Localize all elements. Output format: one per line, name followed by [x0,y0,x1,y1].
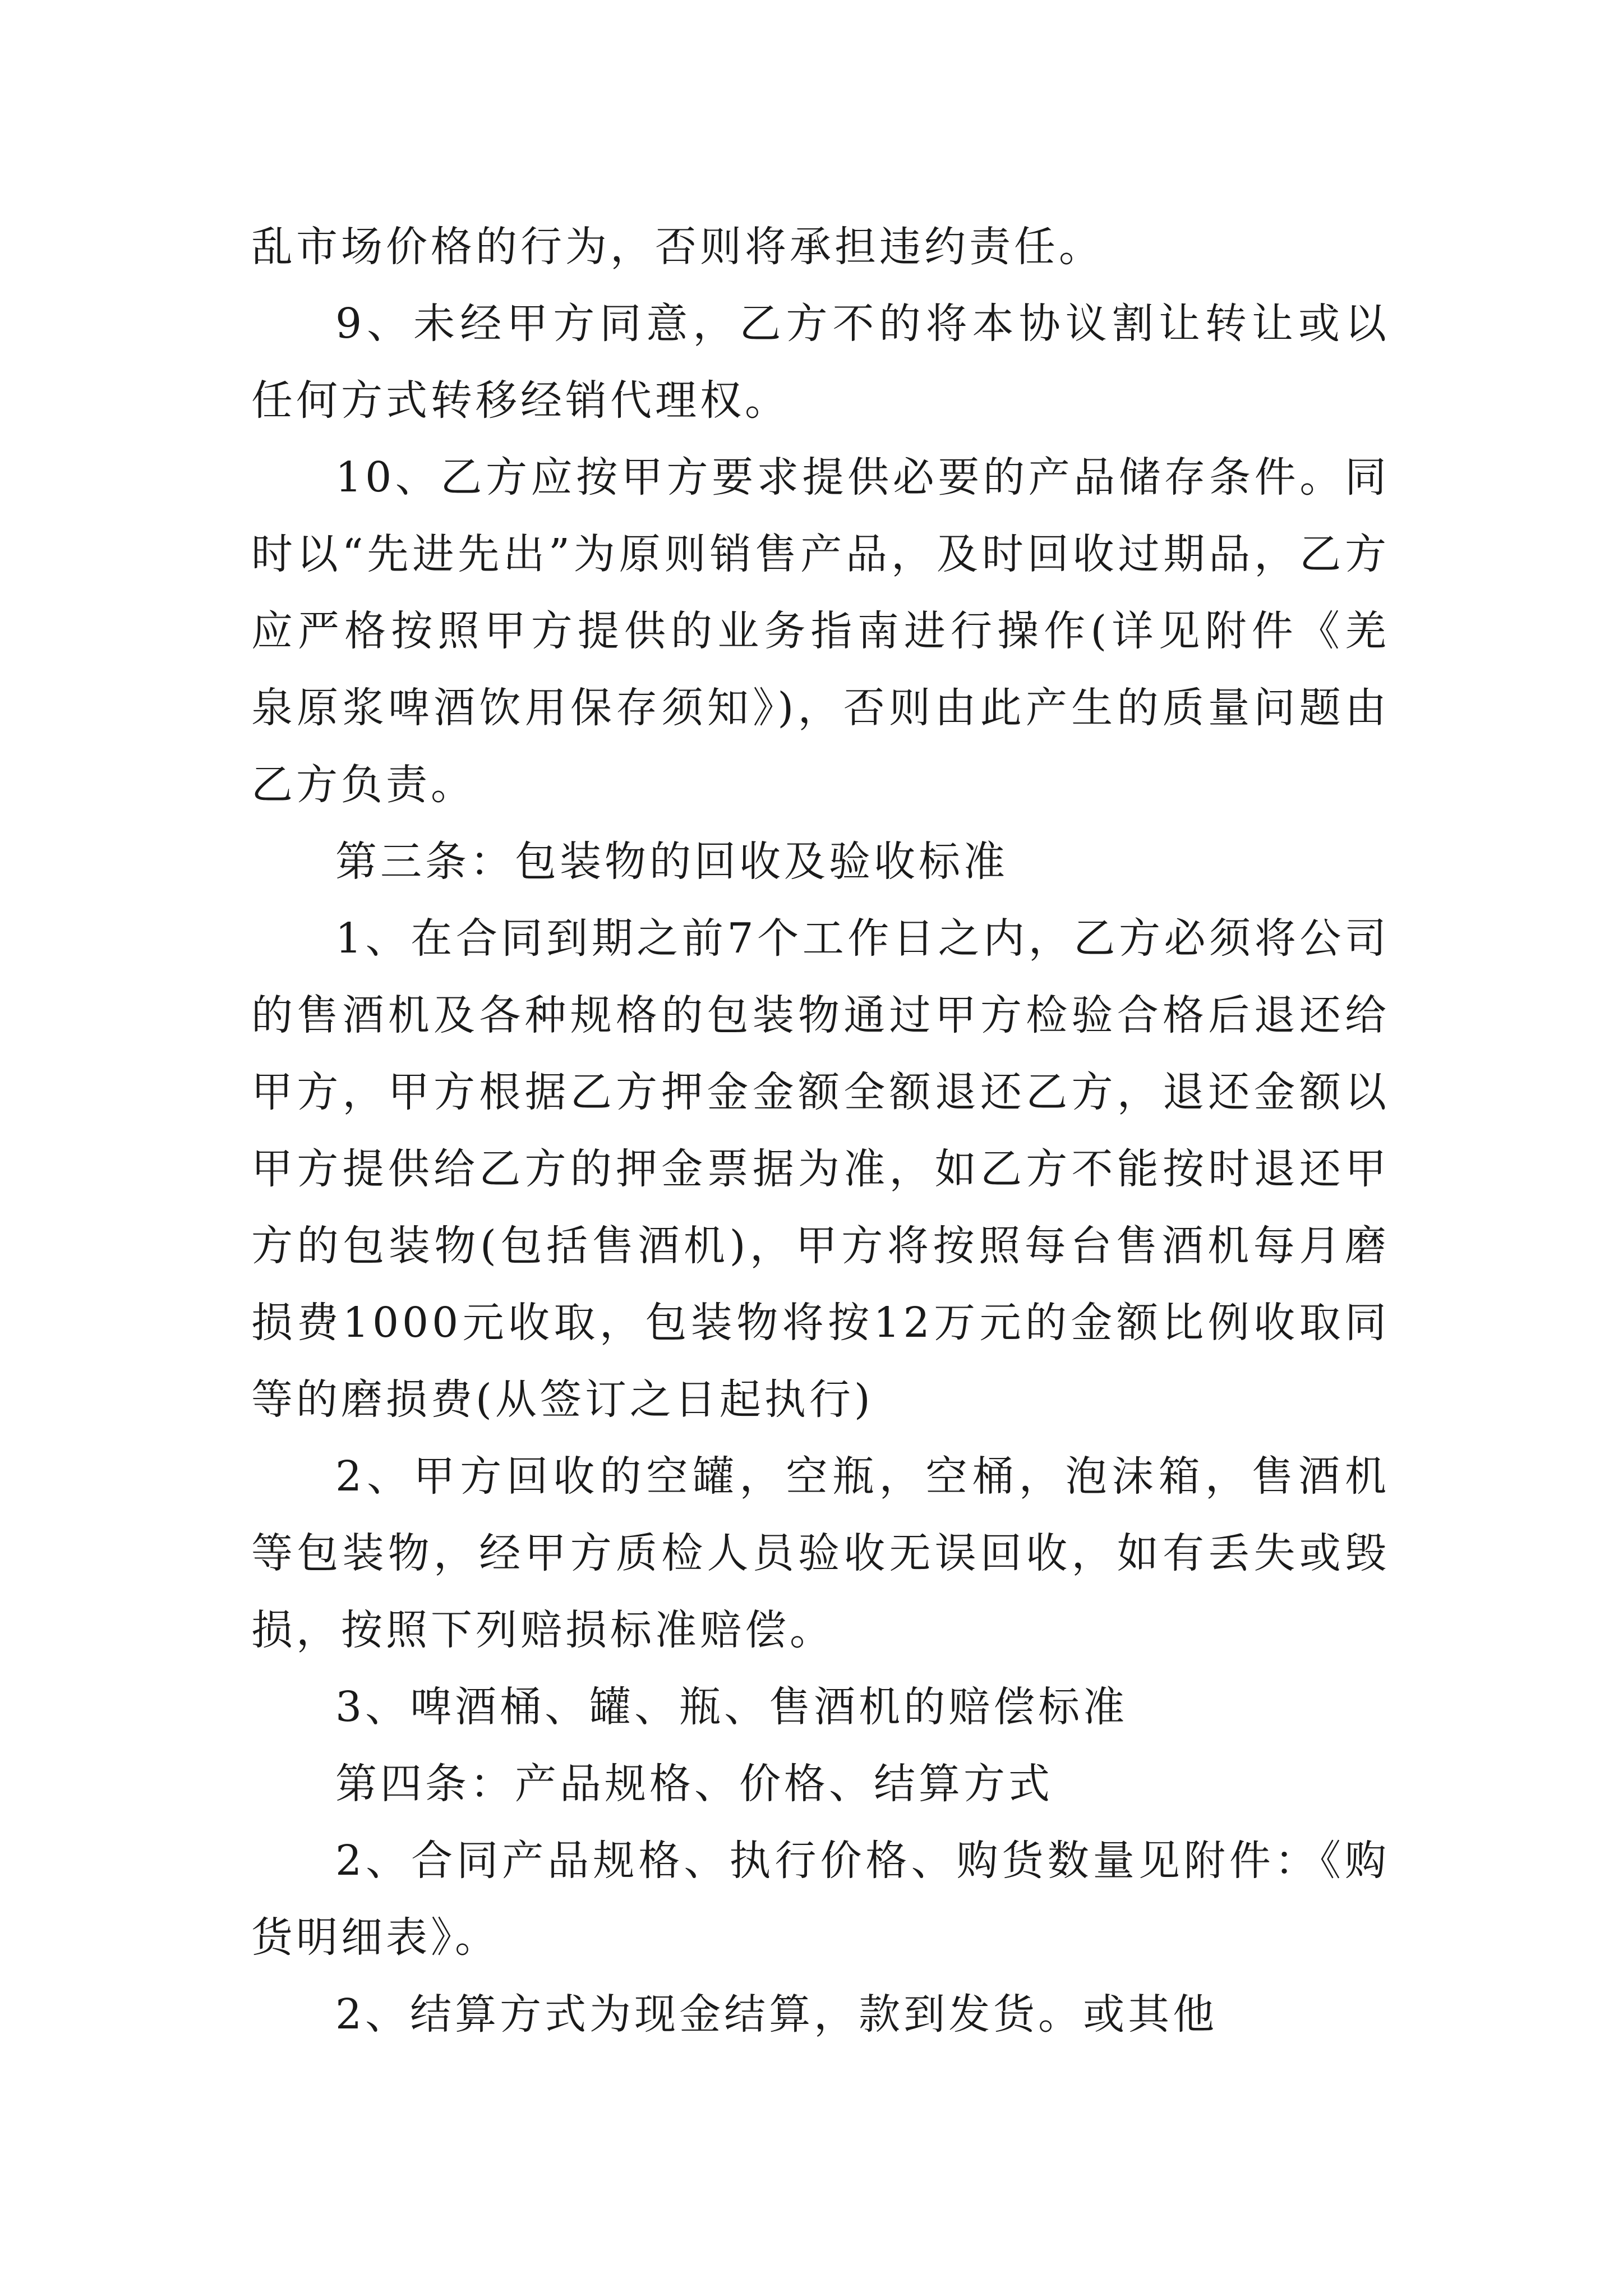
paragraph-article-3-item-2: 2、甲方回收的空罐，空瓶，空桶，泡沫箱，售酒机等包装物，经甲方质检人员验收无误回收，如有丢失或毁损，按照下列赔损标准赔偿。 [251,1452,1390,1654]
paragraph-article-4-item-a: 2、合同产品规格、执行价格、购货数量见附件：《购货明细表》。 [251,1837,1390,1962]
section-heading-article-3: 第三条：包装物的回收及验收标准 [335,838,1008,886]
paragraph-continuation: 乱市场价格的行为，否则将承担违约责任。 [251,223,1104,271]
paragraph-clause-9: 9、未经甲方同意，乙方不的将本协议割让转让或以任何方式转移经销代理权。 [251,300,1390,425]
section-heading-article-4: 第四条：产品规格、价格、结算方式 [335,1760,1053,1808]
paragraph-article-3-item-1: 1、在合同到期之前7个工作日之内，乙方必须将公司的售酒机及各种规格的包装物通过甲方检验合格后退还给甲方，甲方根据乙方押金金额全额退还乙方，退还金额以甲方提供给乙方的押金票据为准，如乙方不能按时退还甲方的包装物(包括售酒机)，甲方将按照每台售酒机每月磨损费1000元收取，包装物将按12万元的金额比例收取同等的磨损费(从签订之日起执行) [251,914,1390,1424]
paragraph-article-3-item-3: 3、啤酒桶、罐、瓶、售酒机的赔偿标准 [335,1683,1128,1731]
paragraph-clause-10: 10、乙方应按甲方要求提供必要的产品储存条件。同时以“先进先出”为原则销售产品，及时回收过期品，乙方应严格按照甲方提供的业务指南进行操作(详见附件《羌泉原浆啤酒饮用保存须知》)，否则由此产生的质量问题由乙方负责。 [251,453,1390,809]
document-body [251,209,1390,2053]
paragraph-article-4-item-b: 2、结算方式为现金结算，款到发货。或其他 [335,1990,1218,2039]
